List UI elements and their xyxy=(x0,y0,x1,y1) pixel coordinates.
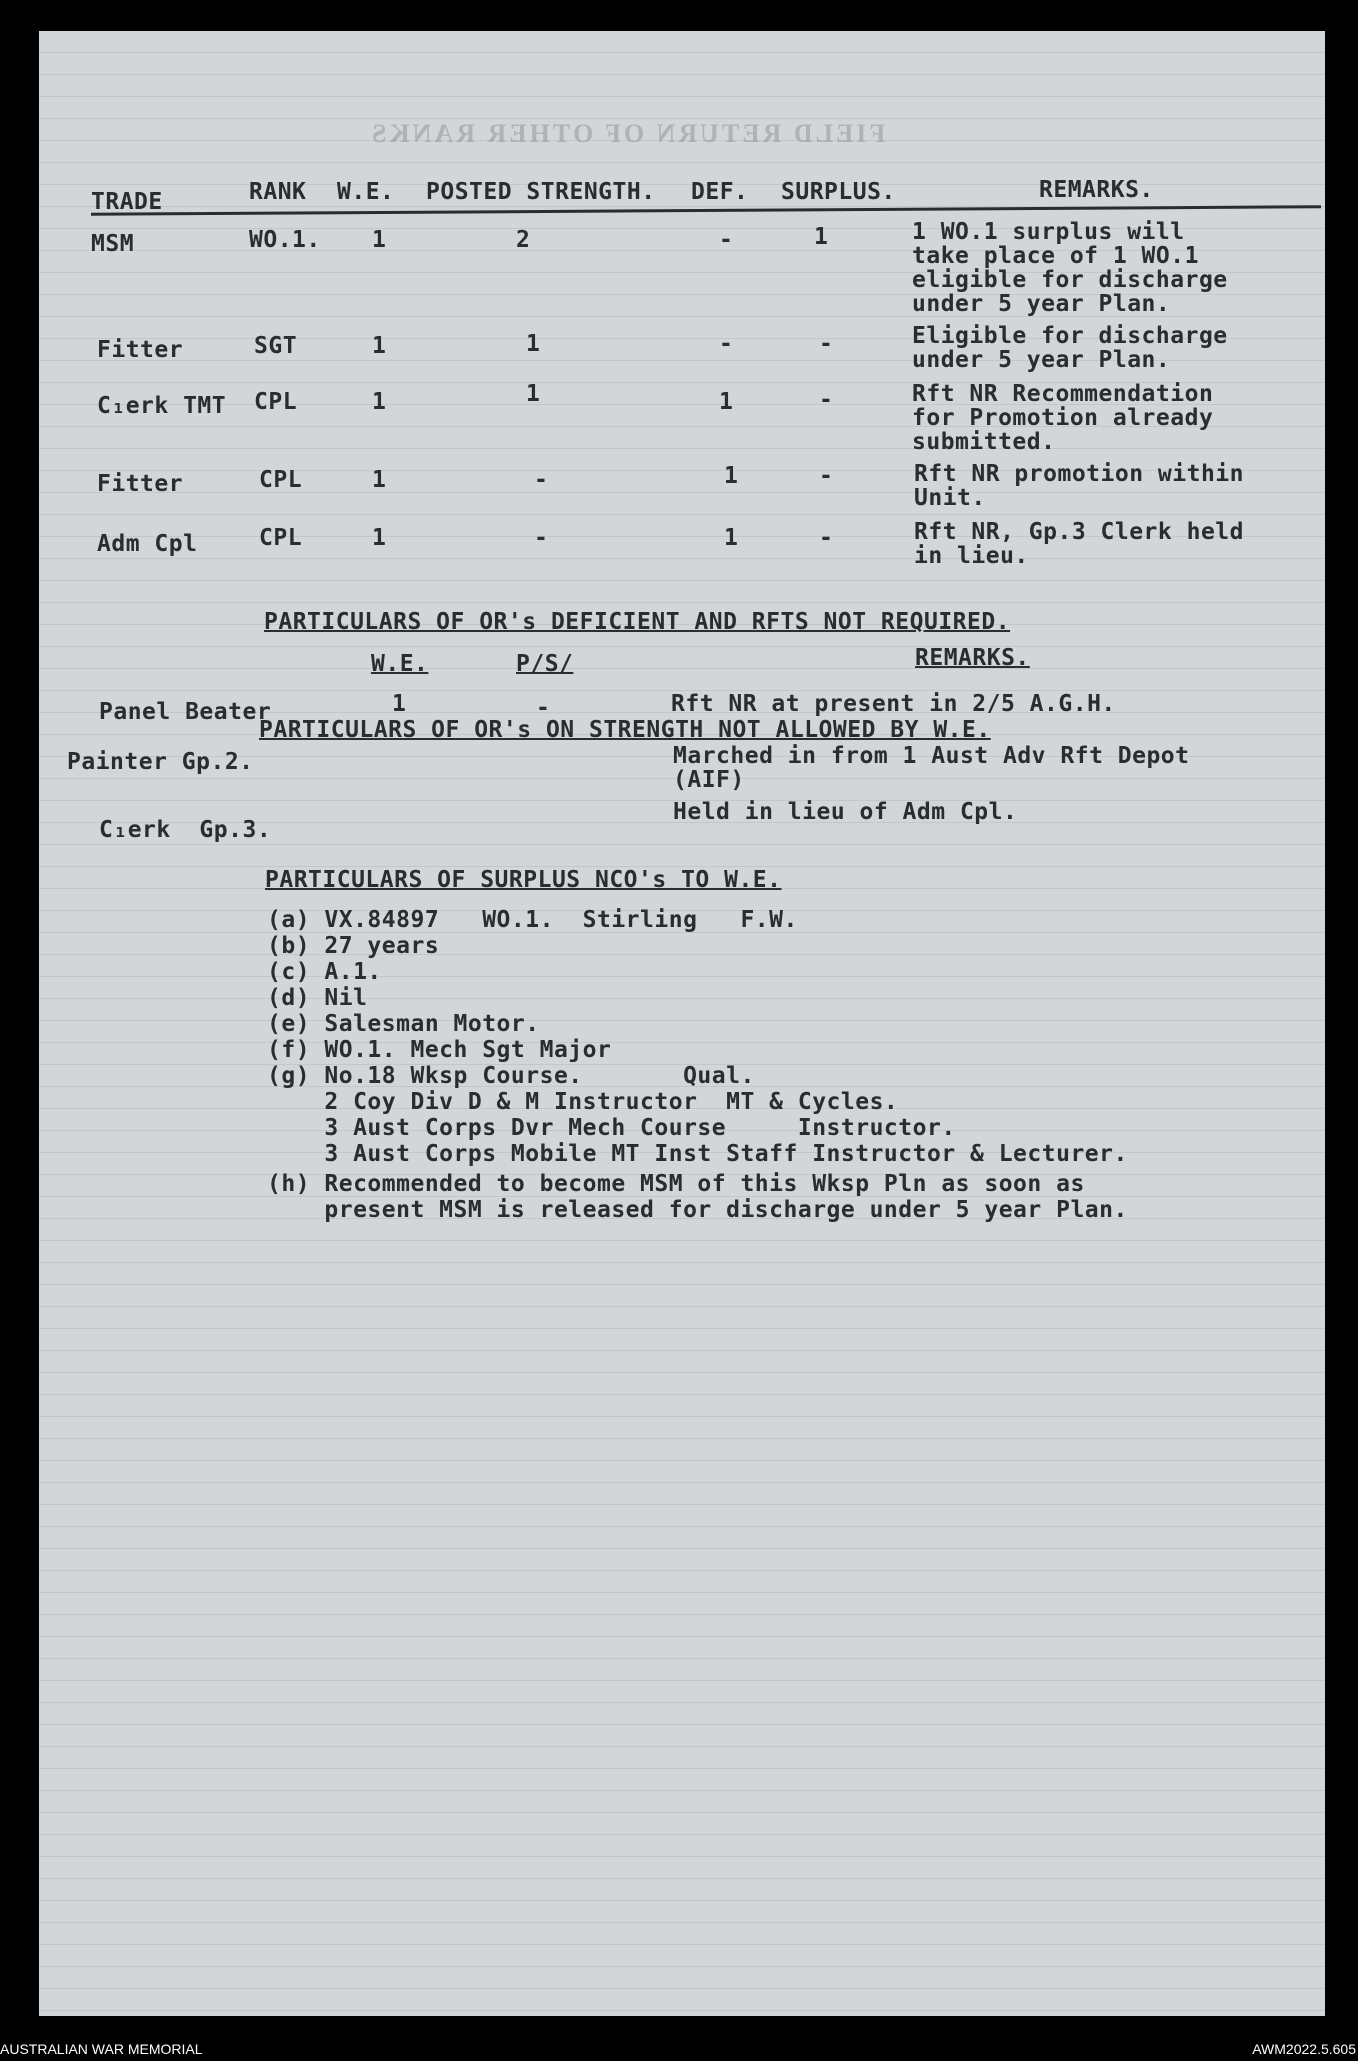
row-2-surplus: - xyxy=(819,331,834,357)
surplus-nco-item-g: (g) No.18 Wksp Course. Qual. xyxy=(267,1063,755,1089)
deficient-col-ps: P/S/ xyxy=(516,651,574,677)
row-3-rank: CPL xyxy=(254,389,298,415)
row-1-remarks-3: eligible for discharge xyxy=(912,267,1228,293)
deficient-row-trade: Panel Beater xyxy=(99,699,272,725)
row-3-remarks-2: for Promotion already xyxy=(912,405,1214,431)
row-2-we: 1 xyxy=(372,333,387,359)
row-3-def: 1 xyxy=(719,389,734,415)
col-header-surplus: SURPLUS. xyxy=(781,179,896,205)
row-3-we: 1 xyxy=(372,389,387,415)
surplus-nco-item-a: (a) VX.84897 WO.1. Stirling F.W. xyxy=(267,907,798,933)
row-1-remarks-2: take place of 1 WO.1 xyxy=(912,243,1199,269)
deficient-row-ps: - xyxy=(536,695,551,721)
surplus-nco-item-f: (f) WO.1. Mech Sgt Major xyxy=(267,1037,612,1063)
surplus-nco-item-b: (b) 27 years xyxy=(267,933,440,959)
row-1-posted: 2 xyxy=(516,227,531,253)
row-2-remarks-2: under 5 year Plan. xyxy=(912,347,1171,373)
col-header-def: DEF. xyxy=(691,179,749,205)
not-allowed-row-2-trade: C₁erk Gp.3. xyxy=(99,817,272,843)
row-5-rank: CPL xyxy=(259,525,303,551)
row-5-posted: - xyxy=(534,525,549,551)
deficient-col-remarks: REMARKS. xyxy=(915,645,1030,671)
row-3-surplus: - xyxy=(819,387,834,413)
deficient-row-we: 1 xyxy=(392,691,407,717)
surplus-nco-item-g-line-3: 3 Aust Corps Dvr Mech Course Instructor. xyxy=(267,1115,956,1141)
deficient-title: PARTICULARS OF OR's DEFICIENT AND RFTS NOT REQUIRED. xyxy=(264,609,1011,635)
not-allowed-title: PARTICULARS OF OR's ON STRENGTH NOT ALLOWED BY W.E. xyxy=(259,717,991,743)
row-1-def: - xyxy=(719,227,734,253)
not-allowed-row-2-remarks-1: Held in lieu of Adm Cpl. xyxy=(673,799,1018,825)
row-2-remarks-1: Eligible for discharge xyxy=(912,323,1228,349)
row-2-rank: SGT xyxy=(254,333,298,359)
row-1-remarks-1: 1 WO.1 surplus will xyxy=(912,219,1185,245)
ghost-title: FIELD RETURN OF OTHER RANKS xyxy=(369,119,886,148)
surplus-nco-item-d: (d) Nil xyxy=(267,985,368,1011)
col-header-posted-strength: POSTED STRENGTH. xyxy=(426,179,656,205)
footer-accession-number: AWM2022.5.605 xyxy=(1252,2041,1356,2057)
row-1-rank: WO.1. xyxy=(249,227,321,253)
row-4-posted: - xyxy=(534,467,549,493)
row-5-def: 1 xyxy=(724,525,739,551)
row-4-surplus: - xyxy=(819,463,834,489)
row-1-trade: MSM xyxy=(91,231,135,257)
row-4-def: 1 xyxy=(724,463,739,489)
surplus-nco-item-g-line-4: 3 Aust Corps Mobile MT Inst Staff Instructor & Lecturer. xyxy=(267,1141,1128,1167)
surplus-nco-title: PARTICULARS OF SURPLUS NCO's TO W.E. xyxy=(265,867,782,893)
row-5-surplus: - xyxy=(819,525,834,551)
row-5-we: 1 xyxy=(372,525,387,551)
not-allowed-row-1-remarks-2: (AIF) xyxy=(673,767,745,793)
row-4-we: 1 xyxy=(372,467,387,493)
surplus-nco-item-c: (c) A.1. xyxy=(267,959,382,985)
header-rule xyxy=(91,205,1321,216)
row-4-trade: Fitter xyxy=(97,471,184,497)
not-allowed-row-1-remarks-1: Marched in from 1 Aust Adv Rft Depot xyxy=(673,743,1190,769)
surplus-nco-item-h-line-2: present MSM is released for discharge under 5 year Plan. xyxy=(267,1197,1128,1223)
surplus-nco-item-e: (e) Salesman Motor. xyxy=(267,1011,540,1037)
row-1-remarks-4: under 5 year Plan. xyxy=(912,291,1171,317)
row-3-remarks-3: submitted. xyxy=(912,429,1056,455)
row-5-remarks-2: in lieu. xyxy=(914,543,1029,569)
row-2-def: - xyxy=(719,331,734,357)
col-header-trade: TRADE xyxy=(91,189,163,215)
row-4-rank: CPL xyxy=(259,467,303,493)
document-sheet xyxy=(39,31,1325,2016)
row-3-posted: 1 xyxy=(526,381,541,407)
row-5-remarks-1: Rft NR, Gp.3 Clerk held xyxy=(914,519,1244,545)
deficient-row-remarks: Rft NR at present in 2/5 A.G.H. xyxy=(671,691,1116,717)
row-4-remarks-1: Rft NR promotion within xyxy=(914,461,1244,487)
footer-credit: AUSTRALIAN WAR MEMORIAL xyxy=(0,2041,203,2057)
col-header-rank: RANK xyxy=(249,179,307,205)
not-allowed-row-1-trade: Painter Gp.2. xyxy=(67,749,254,775)
surplus-nco-item-g-line-2: 2 Coy Div D & M Instructor MT & Cycles. xyxy=(267,1089,899,1115)
row-3-remarks-1: Rft NR Recommendation xyxy=(912,381,1214,407)
col-header-remarks: REMARKS. xyxy=(1039,177,1154,203)
row-1-we: 1 xyxy=(372,227,387,253)
row-2-posted: 1 xyxy=(526,331,541,357)
row-4-remarks-2: Unit. xyxy=(914,485,986,511)
row-2-trade: Fitter xyxy=(97,337,184,363)
col-header-we: W.E. xyxy=(337,179,395,205)
row-5-trade: Adm Cpl xyxy=(97,531,198,557)
surplus-nco-item-h: (h) Recommended to become MSM of this Wksp Pln as soon as xyxy=(267,1171,1085,1197)
deficient-col-we: W.E. xyxy=(371,651,429,677)
row-1-surplus: 1 xyxy=(814,224,829,250)
row-3-trade: C₁erk TMT xyxy=(97,393,227,419)
